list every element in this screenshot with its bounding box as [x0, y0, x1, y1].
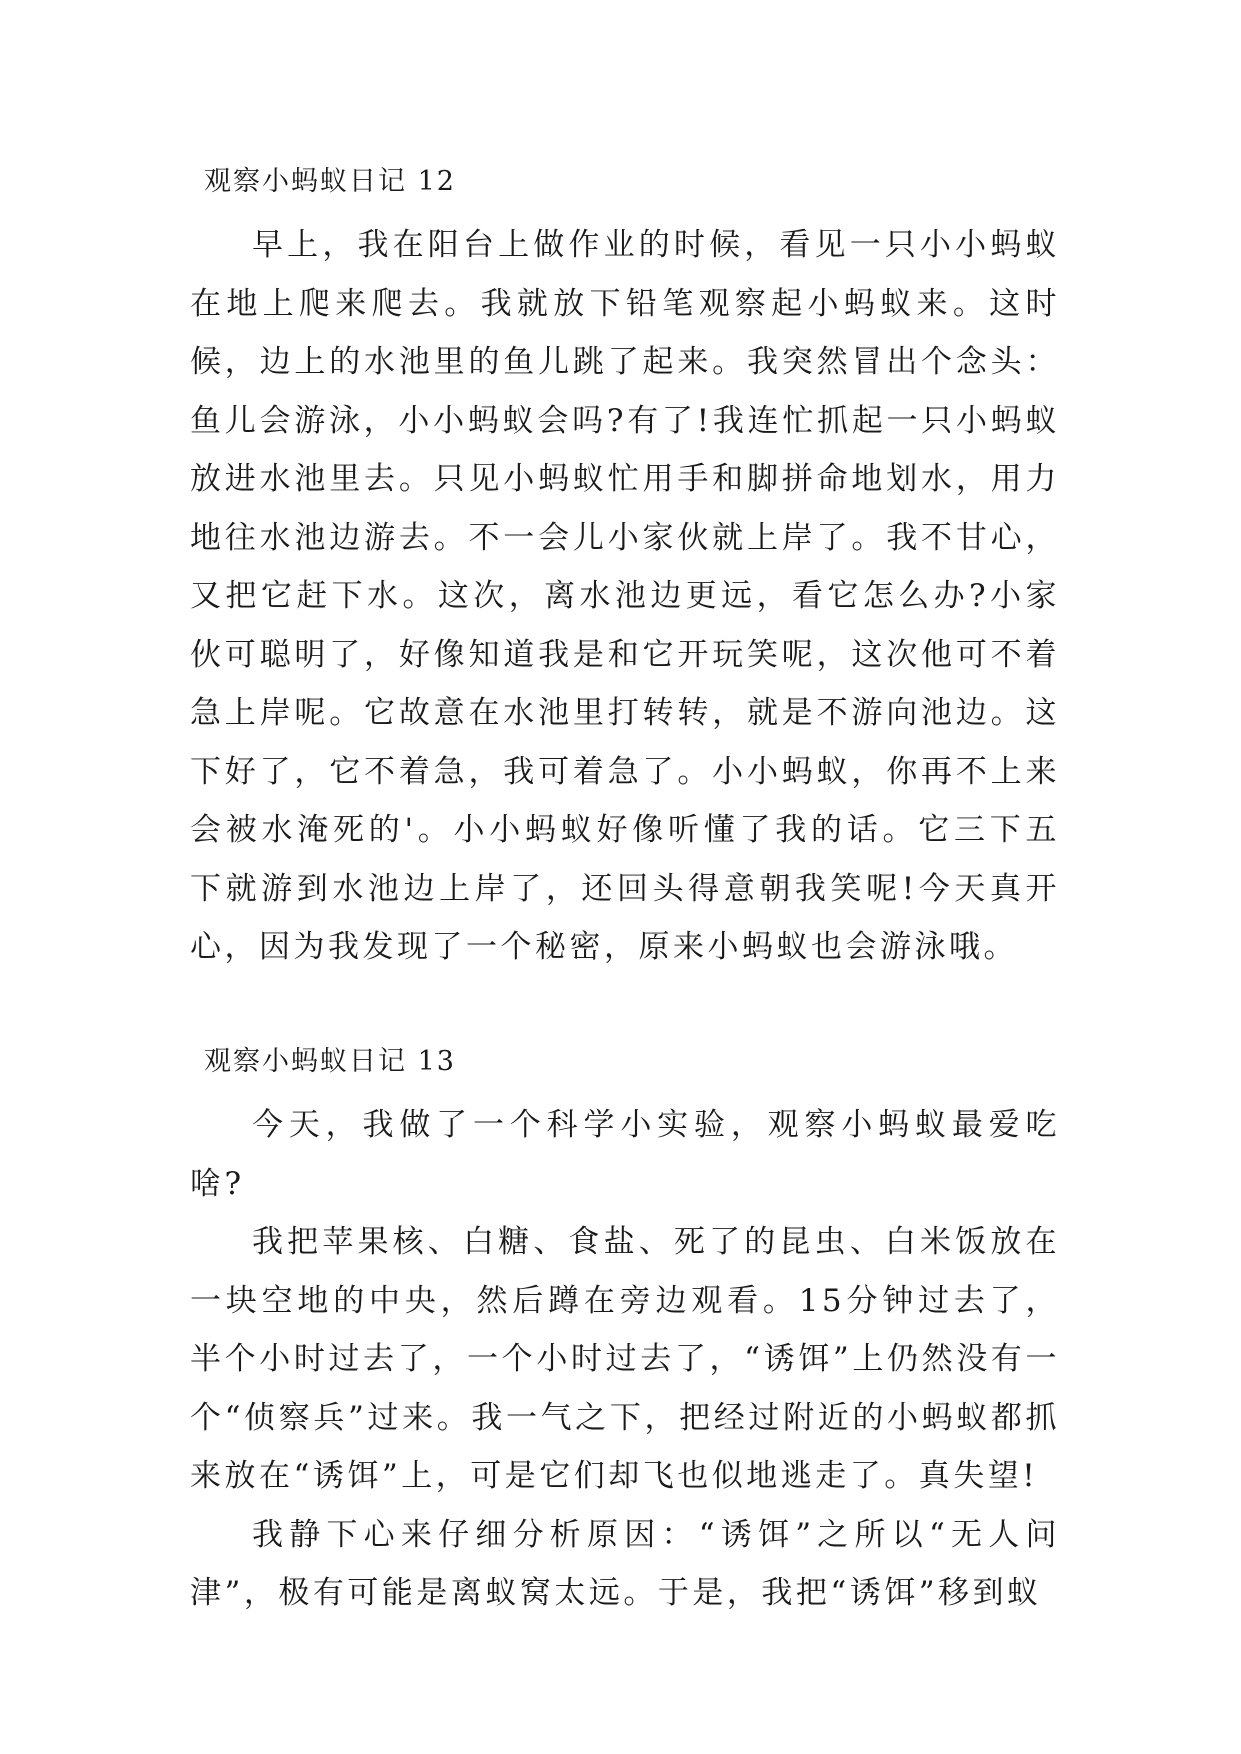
diary-entry-12: [190, 162, 1060, 977]
entry-paragraph: 我把苹果核、白糖、食盐、死了的昆虫、白米饭放在一块空地的中央，然后蹲在旁边观看。15分钟过去了，半个小时过去了，一个小时过去了，“诱饵”上仍然没有一个“侦察兵”过来。我一气之下，把经过附近的小蚂蚁都抓来放在“诱饵”上，可是它们却飞也似地逃走了。真失望!: [190, 1224, 1060, 1494]
entry-title: 观察小蚂蚁日记 13: [204, 1046, 456, 1077]
entry-paragraph: 早上，我在阳台上做作业的时候，看见一只小小蚂蚁在地上爬来爬去。我就放下铅笔观察起小蚂蚁来。这时候，边上的水池里的鱼儿跳了起来。我突然冒出个念头：鱼儿会游泳，小小蚂蚁会吗?有了!我连忙抓起一只小蚂蚁放进水池里去。只见小蚂蚁忙用手和脚拼命地划水，用力地往水池边游去。不一会儿小家伙就上岸了。我不甘心，又把它赶下水。这次，离水池边更远，看它怎么办?小家伙可聪明了，好像知道我是和它开玩笑呢，这次他可不着急上岸呢。它故意在水池里打转转，就是不游向池边。这下好了，它不着急，我可着急了。小小蚂蚁，你再不上来会被水淹死的'。小小蚂蚁好像听懂了我的话。它三下五下就游到水池边上岸了，还回头得意朝我笑呢!今天真开心，因为我发现了一个秘密，原来小蚂蚁也会游泳哦。: [190, 227, 1060, 965]
diary-entry-13: [190, 1042, 1060, 1623]
entry-title: 观察小蚂蚁日记 12: [204, 166, 456, 197]
entry-paragraph: 我静下心来仔细分析原因：“诱饵”之所以“无人问津”，极有可能是离蚁窝太远。于是，我把“诱饵”移到蚁: [190, 1516, 1060, 1611]
entry-paragraph: 今天，我做了一个科学小实验，观察小蚂蚁最爱吃啥?: [190, 1107, 1060, 1202]
